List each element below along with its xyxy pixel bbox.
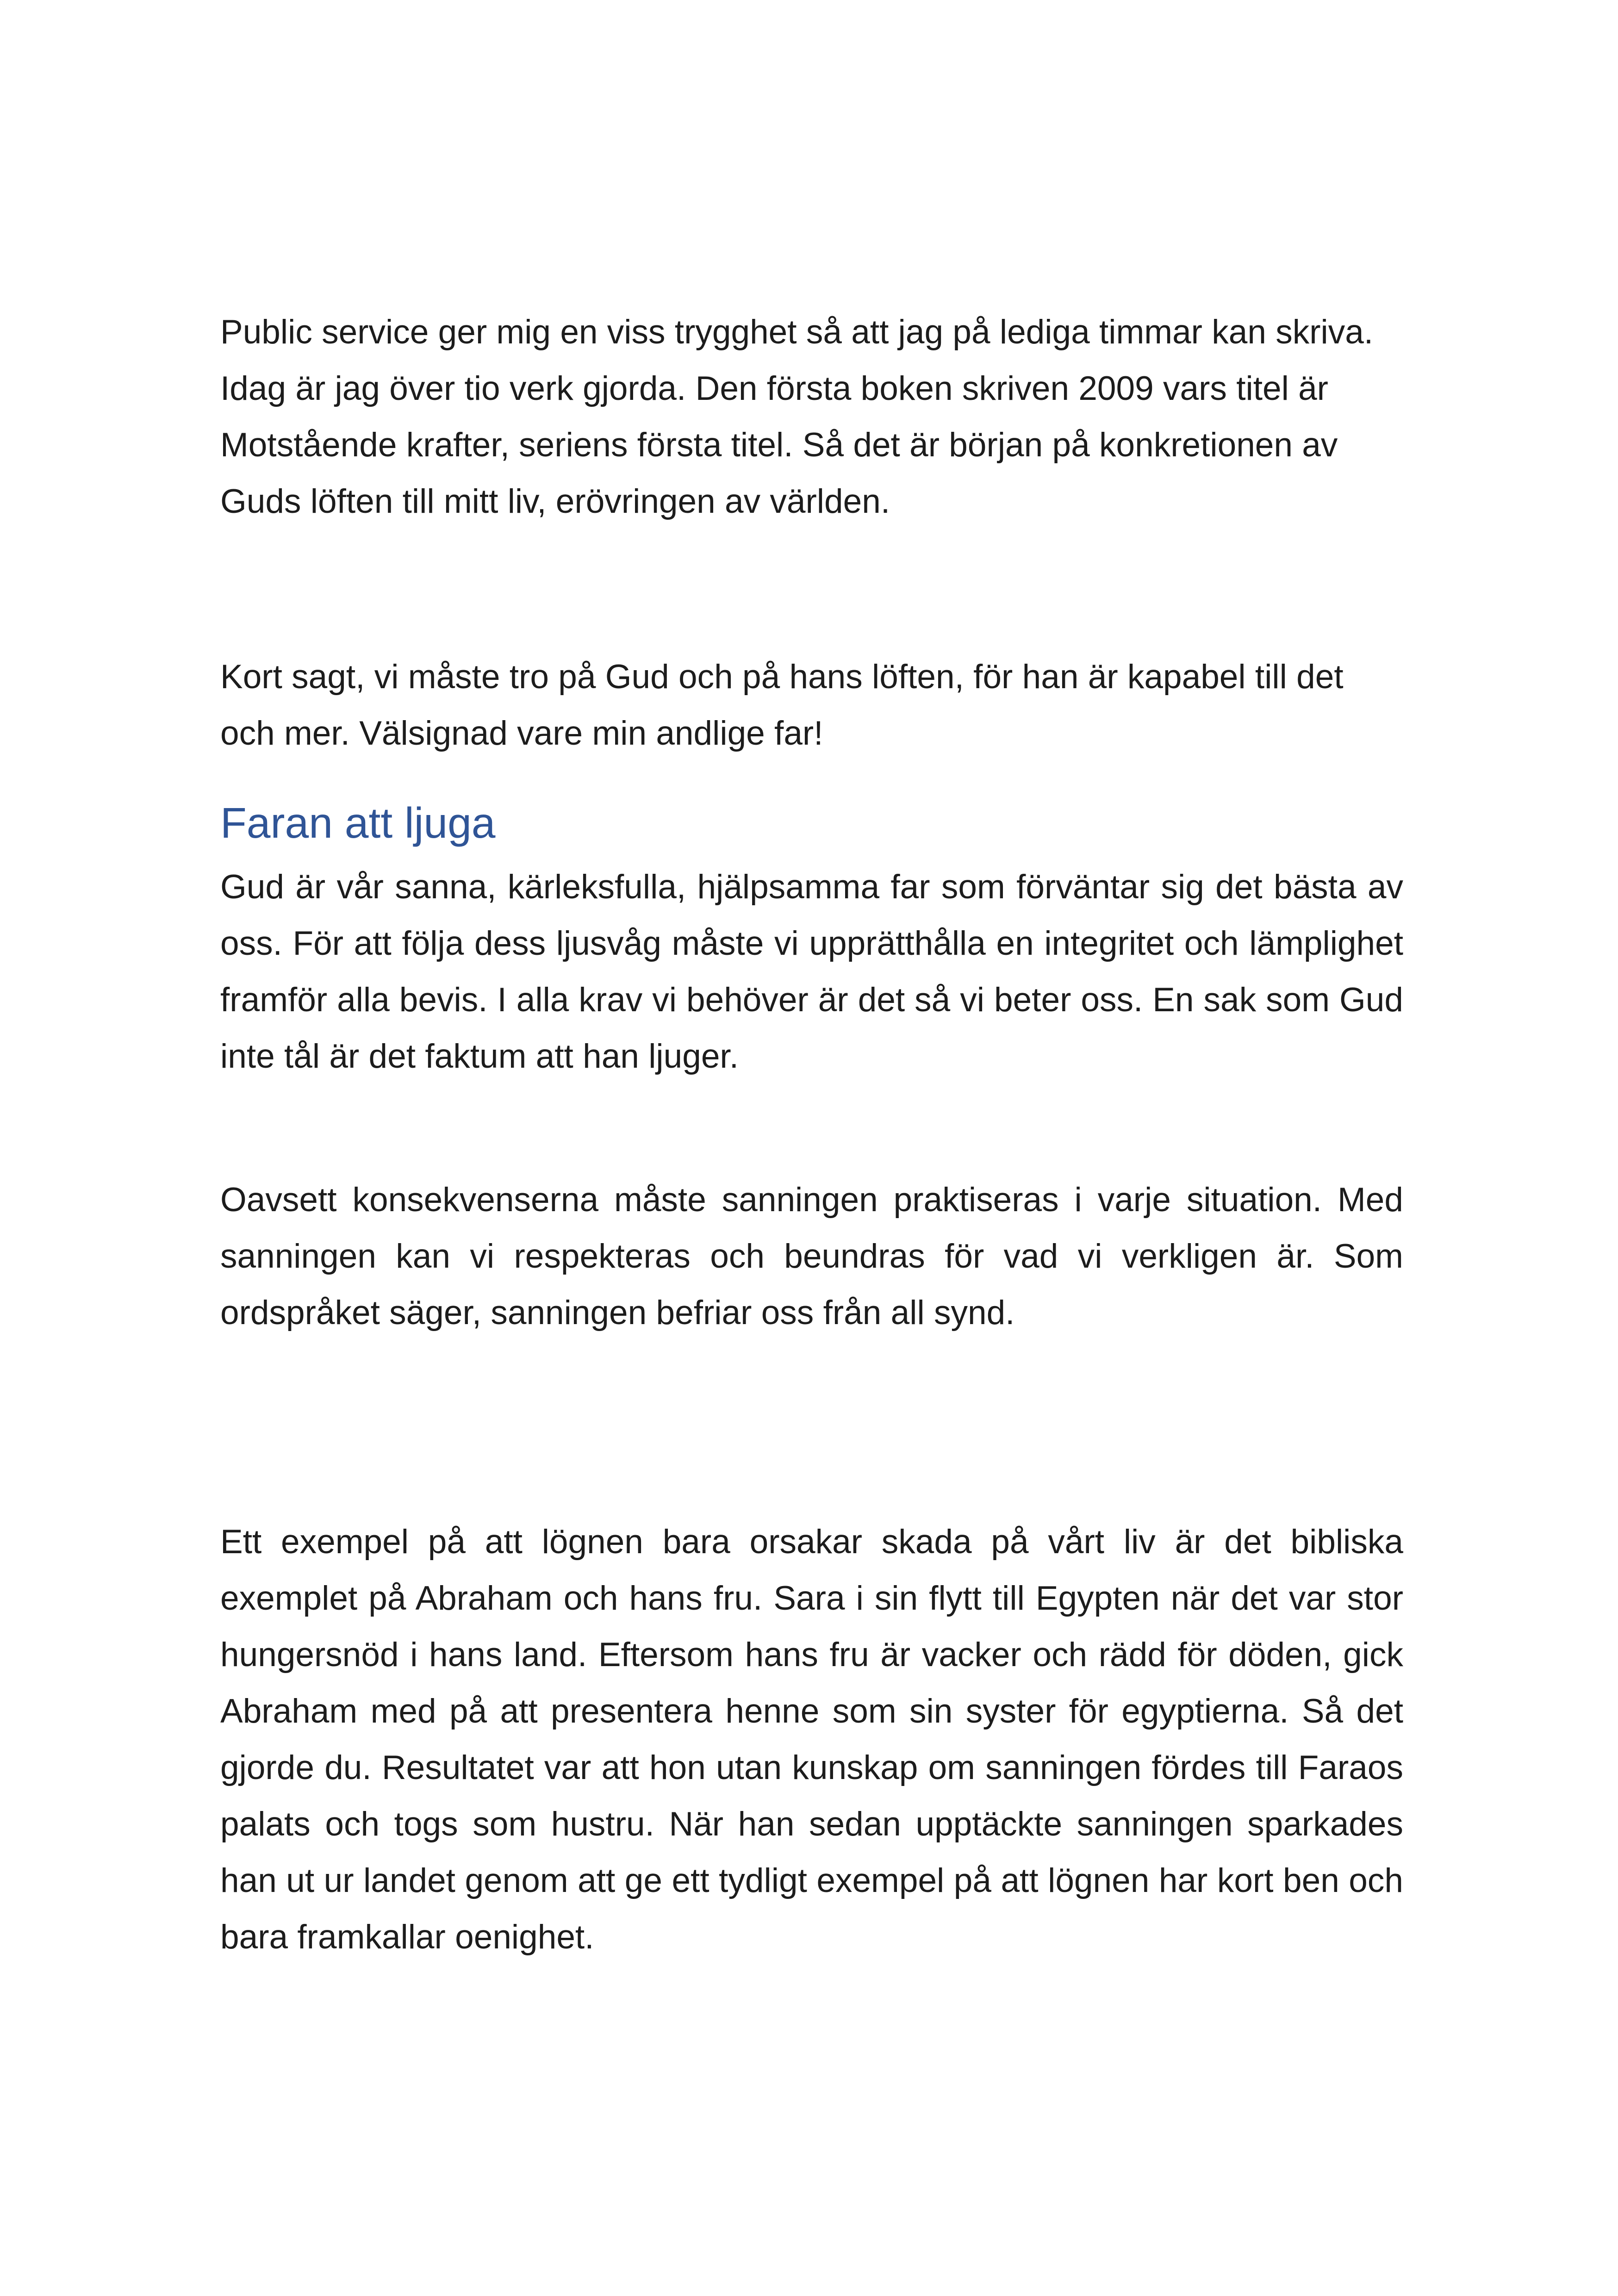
paragraph-truth: Gud är vår sanna, kärleksfulla, hjälpsamma far som förväntar sig det bästa av oss. För att följa dess ljusvåg måste vi upprätthålla en integritet och lämplighet framför alla bevis. I alla krav vi behöver är det så vi beter oss. En sak som Gud inte tål är det faktum att han ljuger.	[220, 868, 1403, 1075]
section-heading: Faran att ljuga	[220, 799, 496, 847]
paragraph-intro: Public service ger mig en viss trygghet så att jag på lediga timmar kan skriva. Idag är jag över tio verk gjorda. Den första boken skriven 2009 vars titel är Motstående krafter, seriens första titel. Så det är början på konkretionen av Guds löften till mitt liv, erövringen av världen.	[220, 313, 1374, 520]
paragraph-consequences: Oavsett konsekvenserna måste sanningen praktiseras i varje situation. Med sanningen kan vi respekteras och beundras för vad vi verkligen är. Som ordspråket säger, sanningen befriar oss från all synd.	[220, 1181, 1403, 1332]
paragraph-example: Ett exempel på att lögnen bara orsakar skada på vårt liv är det bibliska exemplet på Abraham och hans fru. Sara i sin flytt till Egypten när det var stor hungersnöd i hans land. Eftersom hans fru är vacker och rädd för döden, gick Abraham med på att presentera henne som sin syster för egyptierna. Så det gjorde du. Resultatet var att hon utan kunskap om sanningen fördes till Faraos palats och togs som hustru. När han sedan upptäckte sanningen sparkades han ut ur landet genom att ge ett tydligt exempel på att lögnen har kort ben och bara framkallar oenighet.	[220, 1523, 1403, 1956]
paragraph-summary: Kort sagt, vi måste tro på Gud och på hans löften, för han är kapabel till det och mer. Välsignad vare min andlige far!	[220, 658, 1344, 752]
